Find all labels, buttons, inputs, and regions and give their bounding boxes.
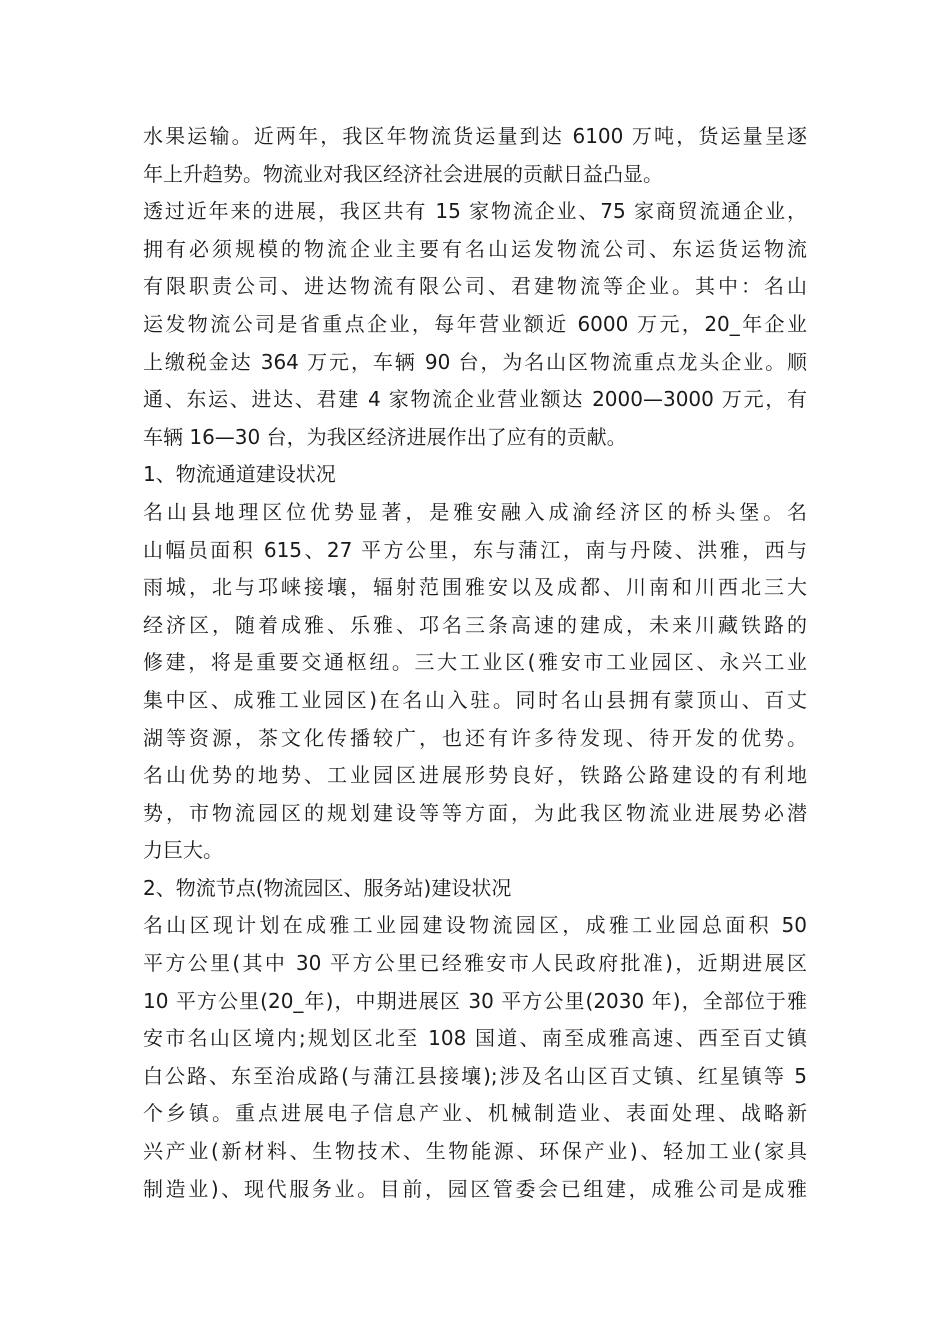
text-line: 名山县地理区位优势显著，是雅安融入成渝经济区的桥头堡。名 — [143, 499, 807, 524]
text-line: 透过近年来的进展，我区共有 15 家物流企业、75 家商贸流通企业， — [143, 199, 807, 224]
text-line: 力巨大。 — [143, 838, 223, 863]
text-line: 名山优势的地势、工业园区进展形势良好，铁路公路建设的有利地 — [143, 763, 807, 788]
text-line: 通、东运、进达、君建 4 家物流企业营业额达 2000—3000 万元，有 — [143, 387, 807, 412]
text-line: 上缴税金达 364 万元，车辆 90 台，为名山区物流重点龙头企业。顺 — [143, 349, 807, 374]
text-line: 势，市物流园区的规划建设等等方面，为此我区物流业进展势必潜 — [143, 800, 807, 825]
text-line: 修建，将是重要交通枢纽。三大工业区(雅安市工业园区、永兴工业 — [143, 650, 807, 675]
text-line: 白公路、东至治成路(与蒲江县接壤);涉及名山区百丈镇、红星镇等 5 — [143, 1063, 807, 1088]
text-line: 湖等资源，茶文化传播较广，也还有许多待发现、待开发的优势。 — [143, 725, 807, 750]
text-line: 年上升趋势。物流业对我区经济社会进展的贡献日益凸显。 — [143, 161, 663, 186]
text-line: 拥有必须规模的物流企业主要有名山运发物流公司、东运货运物流 — [143, 236, 807, 261]
text-line: 水果运输。近两年，我区年物流货运量到达 6100 万吨，货运量呈逐 — [143, 124, 807, 148]
text-line: 经济区，随着成雅、乐雅、邛名三条高速的建成，未来川藏铁路的 — [143, 612, 807, 637]
text-line: 有限职责公司、进达物流有限公司、君建物流等企业。其中：名山 — [143, 274, 807, 299]
section-heading: 2、物流节点(物流园区、服务站)建设状况 — [143, 875, 512, 900]
text-line: 安市名山区境内;规划区北至 108 国道、南至成雅高速、西至百丈镇 — [143, 1026, 807, 1051]
text-line: 10 平方公里(20_年)，中期进展区 30 平方公里(2030 年)，全部位于雅 — [143, 988, 807, 1013]
text-line: 名山区现计划在成雅工业园建设物流园区，成雅工业园总面积 50 — [143, 913, 807, 938]
text-line: 制造业)、现代服务业。目前，园区管委会已组建，成雅公司是成雅 — [143, 1176, 807, 1201]
text-line: 车辆 16—30 台，为我区经济进展作出了应有的贡献。 — [143, 424, 627, 449]
text-line: 集中区、成雅工业园区)在名山入驻。同时名山县拥有蒙顶山、百丈 — [143, 687, 807, 712]
body-text — [143, 118, 807, 1208]
text-line: 平方公里(其中 30 平方公里已经雅安市人民政府批准)，近期进展区 — [143, 951, 807, 976]
section-heading: 1、物流通道建设状况 — [143, 462, 336, 487]
text-line: 兴产业(新材料、生物技术、生物能源、环保产业)、轻加工业(家具 — [143, 1139, 807, 1164]
text-line: 雨城，北与邛崃接壤，辐射范围雅安以及成都、川南和川西北三大 — [143, 575, 807, 600]
text-line: 个乡镇。重点进展电子信息产业、机械制造业、表面处理、战略新 — [143, 1101, 807, 1126]
text-line: 山幅员面积 615、27 平方公里，东与蒲江，南与丹陵、洪雅，西与 — [143, 537, 807, 562]
text-line: 运发物流公司是省重点企业，每年营业额近 6000 万元，20_年企业 — [143, 311, 807, 336]
